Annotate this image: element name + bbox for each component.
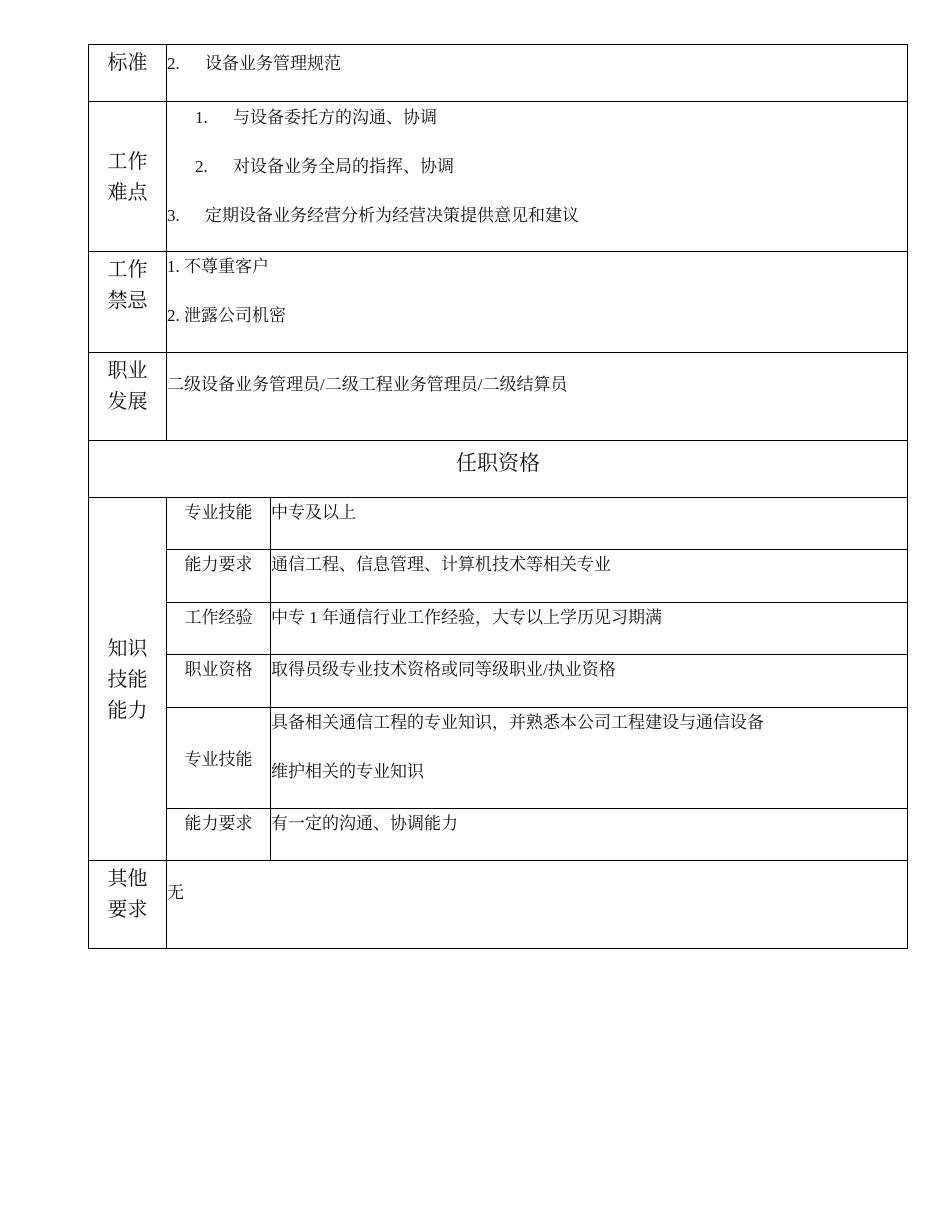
sub-value: 通信工程、信息管理、计算机技术等相关专业	[271, 550, 908, 603]
row-other	[89, 861, 908, 949]
knowledge-row	[89, 708, 908, 809]
sub-value: 中专及以上	[271, 498, 908, 550]
row-standard	[89, 45, 908, 102]
cell-other: 无	[167, 861, 908, 949]
label-knowledge: 知识 技能 能力	[89, 498, 167, 861]
sub-label: 专业技能	[167, 708, 271, 809]
row-qualification-header	[89, 441, 908, 498]
cell-difficulties	[167, 102, 908, 252]
sub-value: 有一定的沟通、协调能力	[271, 809, 908, 861]
list-item: 2. 泄露公司机密	[167, 306, 286, 325]
cell-standard	[167, 45, 908, 102]
sub-value: 取得员级专业技术资格或同等级职业/执业资格	[271, 655, 908, 708]
label-difficulties: 工作 难点	[89, 102, 167, 252]
sub-label: 工作经验	[167, 603, 271, 655]
sub-label: 专业技能	[167, 498, 271, 550]
list-item: 2. 设备业务管理规范	[167, 54, 341, 73]
label-other: 其他 要求	[89, 861, 167, 949]
knowledge-row	[89, 603, 908, 655]
list-item: 3. 定期设备业务经营分析为经营决策提供意见和建议	[167, 206, 579, 225]
list-item: 1. 不尊重客户	[167, 257, 269, 276]
sub-label: 职业资格	[167, 655, 271, 708]
row-career	[89, 353, 908, 441]
list-item: 1. 与设备委托方的沟通、协调	[195, 108, 437, 127]
cell-taboos	[167, 252, 908, 353]
sub-value: 具备相关通信工程的专业知识，并熟悉本公司工程建设与通信设备 维护相关的专业知识	[271, 708, 908, 809]
knowledge-row	[89, 498, 908, 550]
label-career: 职业 发展	[89, 353, 167, 441]
section-title: 任职资格	[89, 441, 908, 498]
knowledge-row	[89, 550, 908, 603]
label-standard: 标准	[89, 45, 167, 102]
job-description-table	[88, 44, 908, 949]
sub-value: 中专 1 年通信行业工作经验，大专以上学历见习期满	[271, 603, 908, 655]
sub-label: 能力要求	[167, 809, 271, 861]
sub-label: 能力要求	[167, 550, 271, 603]
knowledge-row	[89, 809, 908, 861]
row-difficulties	[89, 102, 908, 252]
cell-career: 二级设备业务管理员/二级工程业务管理员/二级结算员	[167, 353, 908, 441]
list-item: 2. 对设备业务全局的指挥、协调	[195, 157, 454, 176]
label-taboos: 工作 禁忌	[89, 252, 167, 353]
row-taboos	[89, 252, 908, 353]
knowledge-row	[89, 655, 908, 708]
